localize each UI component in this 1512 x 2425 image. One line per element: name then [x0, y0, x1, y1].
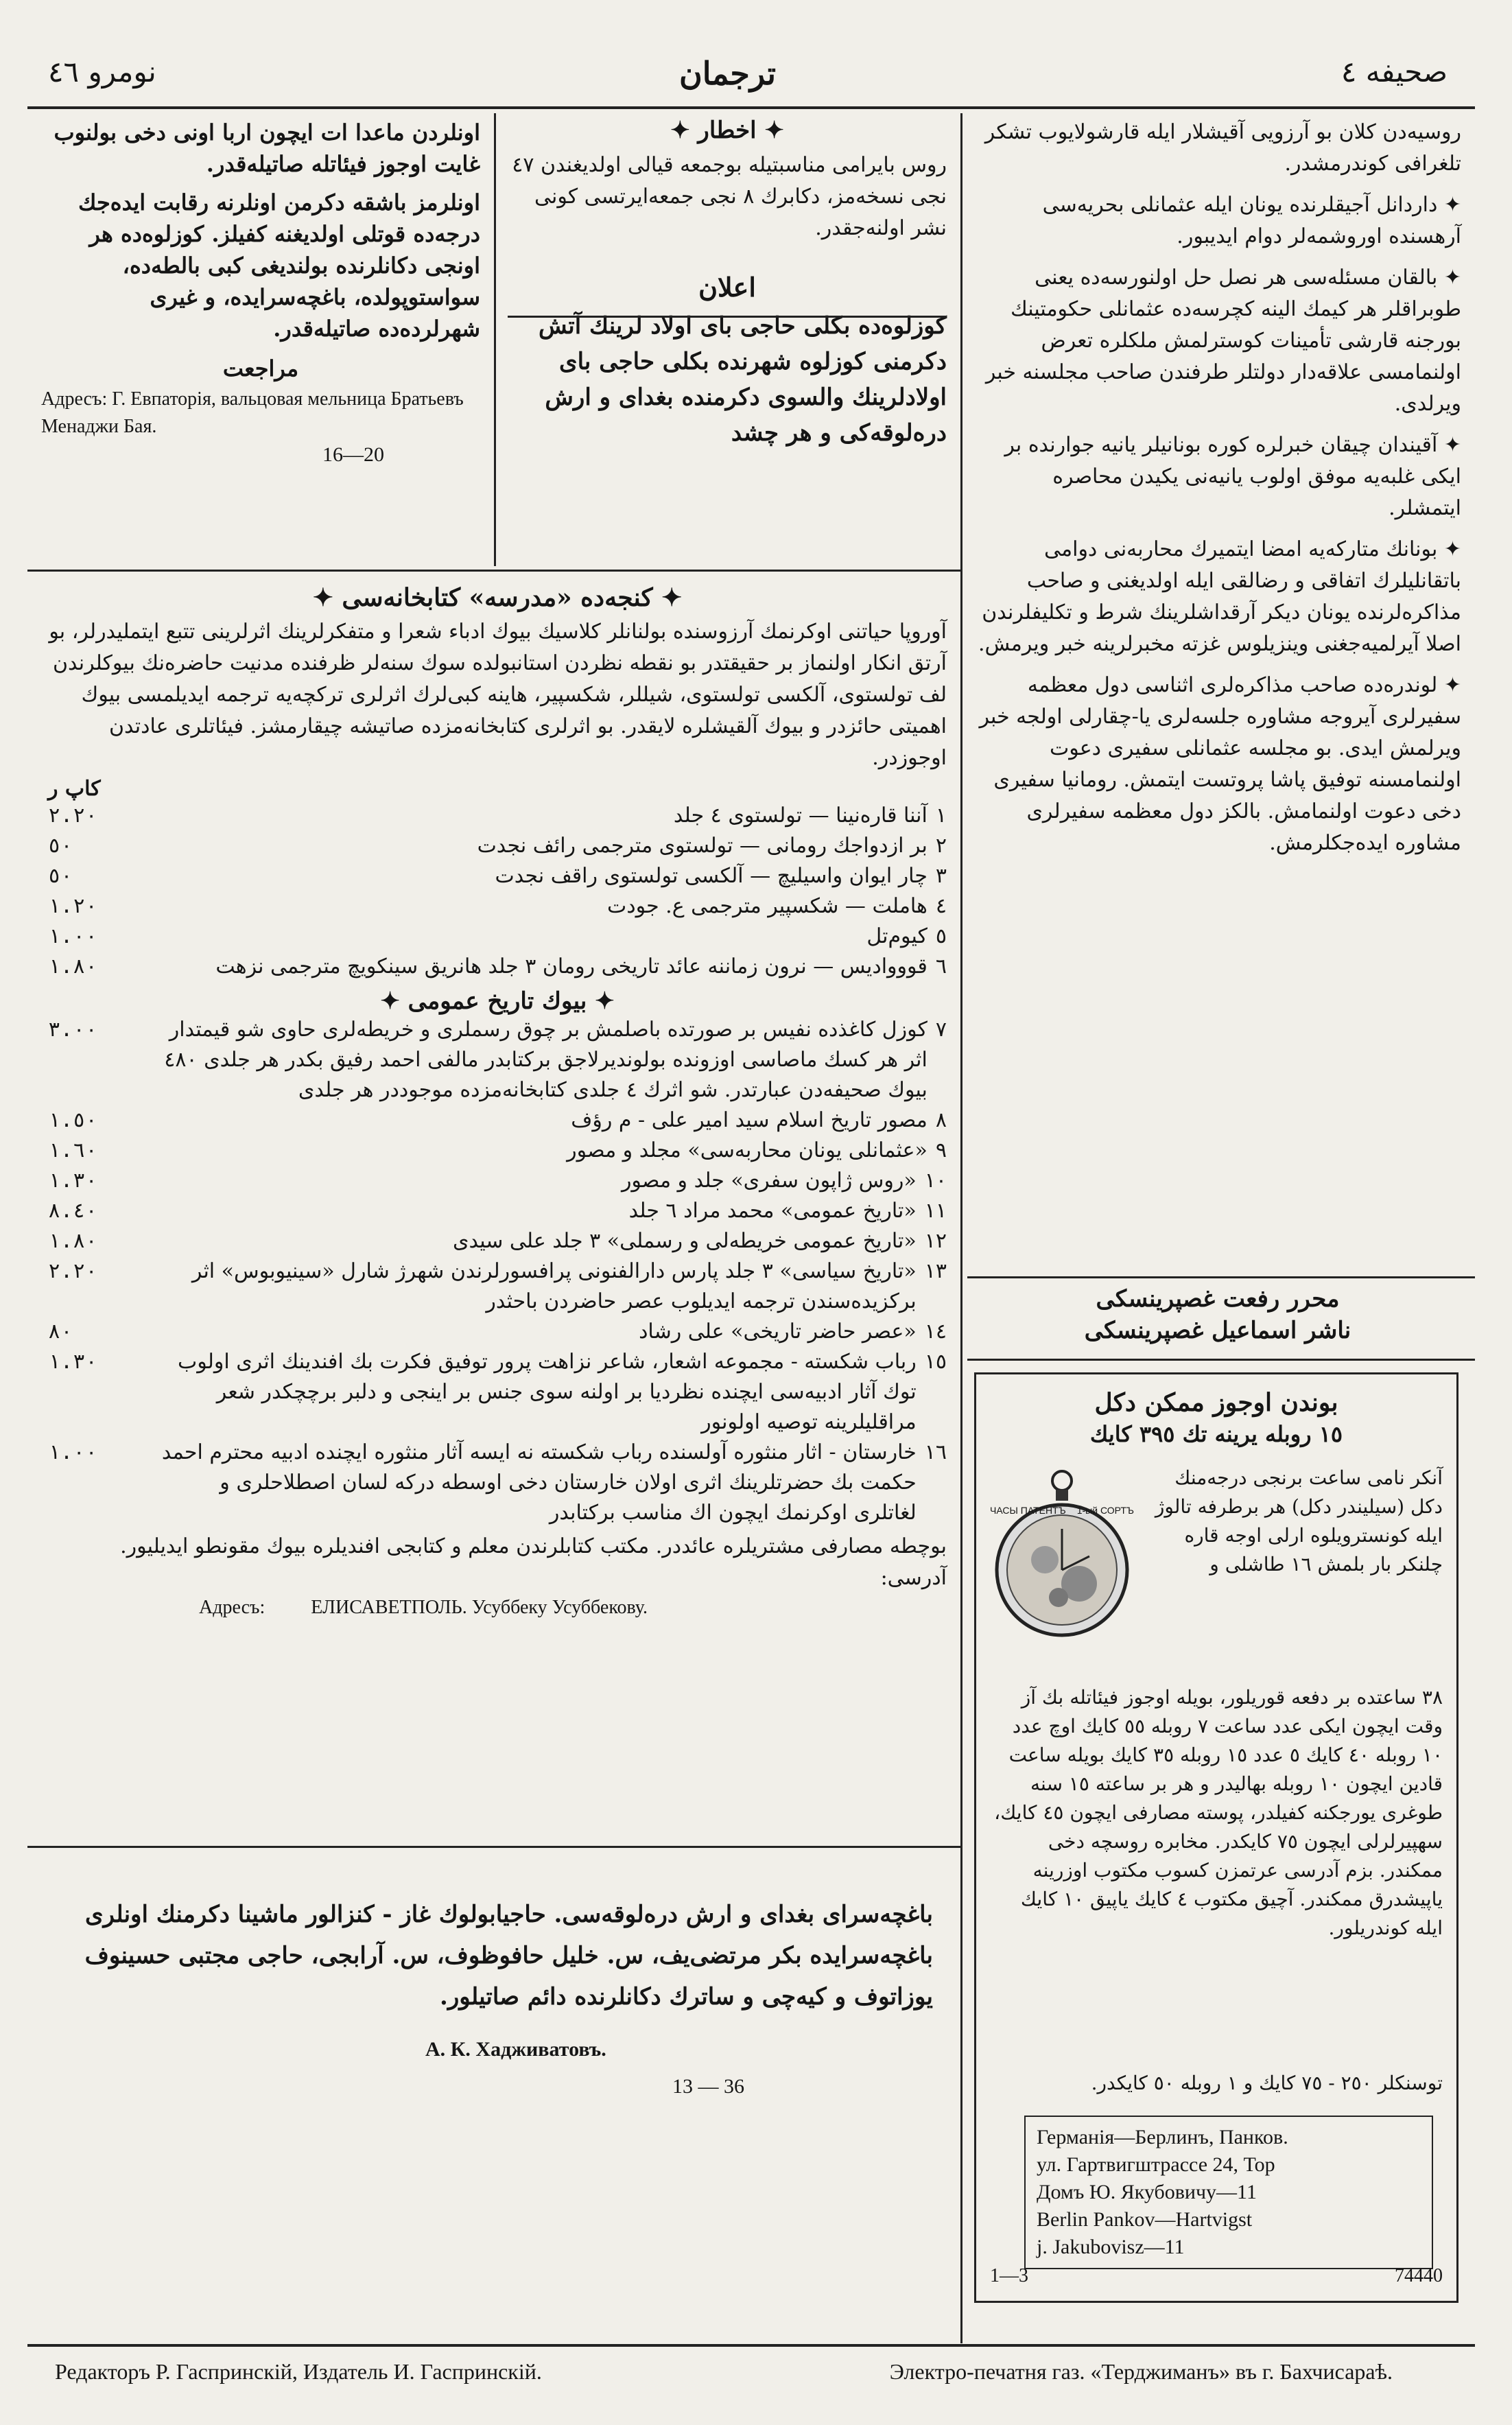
editor-rule-bottom [967, 1359, 1475, 1361]
watch-illustration [990, 1464, 1134, 1656]
announcement-title: اعلان [698, 272, 756, 303]
announcement-body: كوزلوه‌ده بكلى حاجى باى اولاد لرينك آتش دكرمنى كوزلوه شهرنده بكلى حاجى باى اولادلرينك والسوى دكرمنده بغداى و ارش دره‌لوقه‌كى و هر چشد [538, 312, 947, 447]
masthead-title: ترجمان [679, 55, 777, 92]
watch-ad-details: ٣٨ ساعتده بر دفعه قوريلور، بويله اوجوز فيئاتله بك آز وقت ايچون ايكى عدد ساعت ٧ روبله ٥٥ كايك اوچ عدد ١٠ روبله ٤٠ كايك ٥ عدد ١٥ روبله ٣٥ كايك بويله ساعت قادين ايچون ١٠ روبله بهاليدر و هر بر ساعته ١٥ سنه طوغرى يورجكنه كفيلدر، پوسته مصارفى ايچون ٤٥ كايك، سهپيرلرلى ايچون ٧٥ كايكدر. مخابره روسچه دخى ممكندر. بزم آدرسى عرتمزن كسوب مكتوب اوزرينه ياپيشدرق ممكندر. آچيق مكتوب ٤ كايك ياپيق ١٠ كايك ايله كوندريلور. [994, 1686, 1443, 1939]
top-section-rule [27, 570, 960, 572]
news-column [974, 117, 1461, 859]
pocket-watch-icon [990, 1464, 1134, 1656]
news-intro: روسيه‌دن كلان بو آرزويى آقيشلار ايله قارشولايوب تشكر تلغرافى كوندرمشدر. [984, 120, 1461, 176]
list-item: ١٤ «عصر حاضر تاريخى» على رشاد ٨٠ [48, 1320, 947, 1344]
warning-rule [508, 316, 947, 318]
news-item: ✦ بونانك متاركه‌يه امضا ايتميرك محاربه‌نى دوامى باتقانليلرك اتفاقى و رضالقى ايله اولديغنى و صاحب مذاكره‌لرنده يونان ديكر آرقداشلرينك شرط و تكليفلرندن اصلا آيرلميه‌جغنى وينزيلوس غزته مخبرلرينه خبر ويرمش. [978, 537, 1461, 656]
footer-printer: Электро-печатня газ. «Терджиманъ» въ г. Бахчисараѣ. [889, 2359, 1393, 2384]
list-item: ١٢ «تاريخ عمومى خريطه‌لى و رسملى» ٣ جلد على سيدى ١.٨٠ [48, 1229, 947, 1253]
notice-ref: 13 — 36 [672, 2075, 744, 2098]
publisher-name: ناشر اسماعيل غصپرينسكى [1084, 1317, 1351, 1344]
bakhchisaray-notice [69, 1894, 933, 2098]
list-item: ٢ بر ازدواجك رومانى — تولستوى مترجمى رائف نجدت ٥٠ [48, 834, 947, 858]
mill-address: Адресъ: Г. Евпаторія, вальцовая мельница Братьевъ Менаджи Бая. [41, 388, 464, 437]
list-item: ٥ كيوم‌تل ١.٠٠ [48, 924, 947, 948]
list-item: ١٠ «روس ژاپون سفرى» جلد و مصور ١.٣٠ [48, 1169, 947, 1193]
editor-name: محرر رفعت غصپرينسكى [1096, 1285, 1340, 1313]
watch-ad-notes: توسنكلر ٢٥٠ - ٧٥ كايك و ١ روبله ٥٠ كايكدر. [1091, 2072, 1443, 2094]
list-item: ١١ «تاريخ عمومى» محمد مراد ٦ جلد ٨.٤٠ [48, 1199, 947, 1223]
list-item: ٣ چار ايوان واسيليچ — آلكسى تولستوى راقف نجدت ٥٠ [48, 864, 947, 888]
editor-rule-top [967, 1276, 1475, 1278]
header-rule [27, 106, 1475, 109]
list-item: ١٥ رباب شكسته - مجموعه اشعار، شاعر نزاهت پرور توفيق فكرت بك افندينك اثرى اولوب توك آثار ادبيه‌سى ايچنده نظرديا بر اولنه سوى جنس بر اينجى و دلبر برچچكدر شعر مراقليلرينه توصيه اولونور ١.٣٠ [48, 1350, 947, 1434]
watch-label-left: ЧАСЫ ПАТЕНТЪ [990, 1505, 1066, 1516]
list-item: ١٦ خارستان - اثار منثوره آولسنده رباب شكسته نه ايسه آثار منثوره ايچنده ادبيه محترم احمد حكمت بك حضرتلرينك اثرى اولان خارستان دخى اوسطه دركه لسان اصطلاحلرى و لغاتلرى اوكرنمك ايچون اك مناسب بركتابدر ١.٠٠ [48, 1440, 947, 1525]
history-section-title: ✦ بيوك تاريخ عمومى ✦ [380, 987, 615, 1015]
watch-ad-ref-left: 1—3 [990, 2265, 1028, 2286]
watch-label-right: 1-ый СОРТЪ [1076, 1505, 1134, 1516]
library-block [48, 583, 947, 1619]
news-item: ✦ بالقان مسئله‌سى هر نصل حل اولنورسه‌ده يعنى طوبراقلر هر كيمك الينه كچرسه‌ده عثمانلى حكومتينك بورجنه قارشى تأمينات كوسترلمش ملكلره تعرض اولنمامسى علاقه‌دار دولتلر طرفندن صاحب مجلسنه خبر ويرلدى. [985, 266, 1461, 416]
price-header: كاپ ر [48, 777, 101, 801]
editor-block [974, 1283, 1461, 1346]
list-item: ٤ هاملت — شكسپير مترجمى ع. جودت ١.٢٠ [48, 894, 947, 918]
watch-advertisement [974, 1372, 1458, 2303]
warning-title: ✦ اخطار ✦ [670, 117, 784, 144]
list-item: ٩ «عثمانلى يونان محاربه‌سى» مجلد و مصور ١.٦٠ [48, 1138, 947, 1162]
warning-body: روس بايرامى مناسبتيله بوجمعه قيالى اولديغندن ٤٧ نجى نسخه‌مز، دكابرك ٨ نجى جمعه‌ايرتسى كونى نشر اولنه‌جقدر. [512, 153, 947, 240]
top-column-divider [494, 113, 496, 566]
list-item: ١٣ «تاريخ سياسى» ٣ جلد پارس دارالفنونى پرافسورلرندن شهرژ شارل «سينيوبوس» اثر بركزيده‌سندن ترجمه ايديلوب عصر حاضردن باحثدر ٢.٢٠ [48, 1259, 947, 1313]
footer-editor: Редакторъ Р. Гаспринскій, Издатель И. Гаспринскій. [55, 2359, 542, 2384]
library-intro: آوروپا حياتنى اوكرنمك آرزوسنده بولنانلر كلاسيك بيوك ادباء شعرا و متفكرلرينك اثرلرينى تتبع ايتمليدرلر، بو آرتق انكار اولنماز بر حقيقتدر بو نقطه نظردن استانبولده سوك سنه‌لر ظرفنده مدنيت حاضره‌نك بيوكلرندن لف تولستوى، آلكسى تولستوى، شيللر، شكسپير، هاينه كبى‌لرك اثرلرى تركچه‌يه ترجمه ايديلمسى بيوك اهميتى حائزدر و بيوك آلقيشلره لايقدر. بو اثرلرى كتابخانه‌مزده صاتيشه چيقارمشز. فيئاتلرى عادتدن اوجوزدر. [49, 620, 947, 770]
list-item: ١ آننا قارەنينا — تولستوى ٤ جلد ٢.٢٠ [48, 804, 947, 828]
library-closing: بوچطه مصارفى مشتريلره عائددر. مكتب كتابلرندن معلم و كتابجى افنديلره بيوك مقونطو ايديليور. آدرسى: [120, 1534, 947, 1590]
list-item: ٧ كوزل كاغذده نفيس بر صورتده باصلمش بر چوق رسملرى و خريطه‌لرى حاوى شو قيمتدار اثر هر كسك ماصاسى اوزونده بولونديرلاجق بركتابدر مالفى احمد رفيق بكدر هر جلدى ٤٨٠ بيوك صحيفه‌دن عبارتدر. شو اثرك ٤ جلدى كتابخانه‌مزده موجوددر هر جلدى ٣.٠٠ [48, 1018, 947, 1102]
list-item: ٨ مصور تاريخ اسلام سيد امير على - م رؤف ١.٥٠ [48, 1108, 947, 1132]
news-item: ✦ لوندره‌ده صاحب مذاكره‌لرى اثناسى دول معظمه سفيرلرى آيروجه مشاوره جلسه‌لرى يا-چقارلى اولجه خبر ويرلمش ايدى. بو مجلسه عثمانلى سفيرى دعوت اولنمامسنه توفيق پاشا پروتست ايتمش. رومانيا سفيرى دخى دعوت اولنمامش. بالكز دول معظمه سفيرلرى مشاوره ايده‌جكلرمش. [979, 673, 1461, 855]
watch-ad-address: Германія—Берлинъ, Панков. ул. Гартвигштрассе 24, Тор Домъ Ю. Якубовичу—11 Berlin Pankov—Hartvigst j. Jakubovisz—11 [1024, 2116, 1433, 2269]
page-number: صحيفه ٤ [1340, 55, 1448, 89]
library-bottom-rule [27, 1846, 960, 1848]
news-item: ✦ داردانل آجيقلرنده يونان ايله عثمانلى بحريه‌سى آرهسنده اوروشمه‌لر دوام ايديبور. [1042, 193, 1461, 248]
right-column-divider [960, 113, 962, 2343]
list-item: ٦ قووواديس — نرون زماننه عائد تاريخى رومان ٣ جلد هانريق سينكويچ مترجمى نزهت ١.٨٠ [48, 954, 947, 979]
watch-ad-headline: بوندن اوجوز ممكن دكل [1094, 1388, 1338, 1417]
library-address: Адресъ: ЕЛИСАВЕТПОЛЬ. Усуббеку Усуббекову. [199, 1597, 648, 1618]
bakhchisaray-notice-text: باغچه‌سراى بغداى و ارش دره‌لوقه‌سى. حاجيابولوك غاز - كنزالور ماشينا دكرمنك اونلرى باغچه‌سرايده بكر مرتضى‌يف، س. خليل حافوظوف، س. آرابجى، حاجى مجتبى حسينوف يوزاتوف و كيەچى و ساترك دكانلرنده دائم صاتيلور. [84, 1901, 933, 2011]
news-item: ✦ آقيندان چيقان خبرلره كوره بونانيلر يانيه جوارنده بر ايكى غلبه‌يه موفق اولوب يانيه‌نى يكيدن محاصره ايتمشلر. [1004, 433, 1461, 520]
page-header [27, 27, 1475, 110]
watch-ad-ref-right: 74440 [1395, 2265, 1443, 2286]
newspaper-page [27, 27, 1475, 2395]
mill-ref: 16—20 [322, 443, 384, 466]
mill-notice-p1: اونلردن ماعدا ات ايچون اربا اونى دخى بولنوب غايت اوجوز فيئاتله صاتيله‌قدر. [54, 119, 480, 177]
mill-notice-p2: اونلرمز باشقه دكرمن اونلرنه رقابت ايده‌جك درجه‌ده قوتلى اولديغنه كفيلز. كوزلوه‌ده هر اونجى دكانلرنده بولنديغى كبى بالطه‌ده، سواستوپولده، باغچه‌سرايده، و غيرى شهرلرده‌ده صاتيله‌قدر. [78, 189, 480, 342]
issue-number: نومرو ٤٦ [48, 55, 156, 89]
warning-block [508, 117, 947, 451]
mill-contact-title: مراجعت [222, 355, 299, 382]
notice-signature: А. К. Хадживатовъ. [425, 2038, 606, 2061]
watch-ad-body: آنكر نامى ساعت برنجى درجه‌منك دكل (سيليندر دكل) هر برطرفه تالوژ ايله كونسترويلوه ارلى اوجه قاره چلنكر بار بلمش ١٦ طاشلى و [1155, 1466, 1443, 1575]
watch-ad-subheadline: ١٥ روبله يرينه تك ٣٩٥ كايك [1089, 1421, 1343, 1447]
mill-notice [41, 117, 480, 467]
page-footer [27, 2344, 1475, 2395]
library-title: ✦ كنجه‌ده «مدرسه» كتابخانه‌سى ✦ [312, 583, 683, 612]
